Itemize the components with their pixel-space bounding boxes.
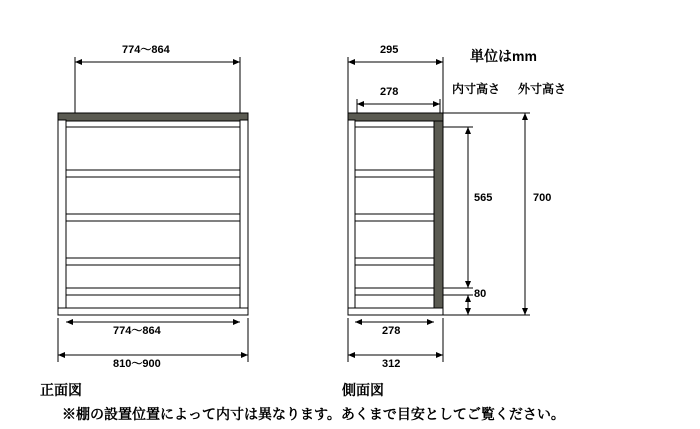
unit-note: 単位はmm bbox=[470, 48, 537, 64]
inner-height-label: 内寸高さ bbox=[452, 82, 501, 96]
bottom-clearance-value-label: 80 bbox=[474, 288, 487, 300]
side-inner-depth-top-label: 278 bbox=[380, 86, 399, 98]
front-outer-width-label: 810〜900 bbox=[113, 358, 161, 370]
footnote: ※棚の設置位置によって内寸は異なります。あくまで目安としてご覧ください。 bbox=[62, 406, 565, 422]
front-view-title: 正面図 bbox=[40, 382, 82, 398]
front-inner-width-label: 774〜864 bbox=[113, 325, 161, 337]
outer-height-value-label: 700 bbox=[533, 192, 552, 204]
side-inner-depth-bottom-label: 278 bbox=[382, 325, 401, 337]
side-outer-depth-top-label: 295 bbox=[380, 44, 399, 56]
outer-height-label: 外寸高さ bbox=[518, 82, 567, 96]
front-top-width-label: 774〜864 bbox=[122, 44, 170, 56]
inner-height-value-label: 565 bbox=[474, 192, 493, 204]
side-outer-depth-bottom-label: 312 bbox=[382, 358, 401, 370]
side-view-title: 側面図 bbox=[342, 382, 384, 398]
